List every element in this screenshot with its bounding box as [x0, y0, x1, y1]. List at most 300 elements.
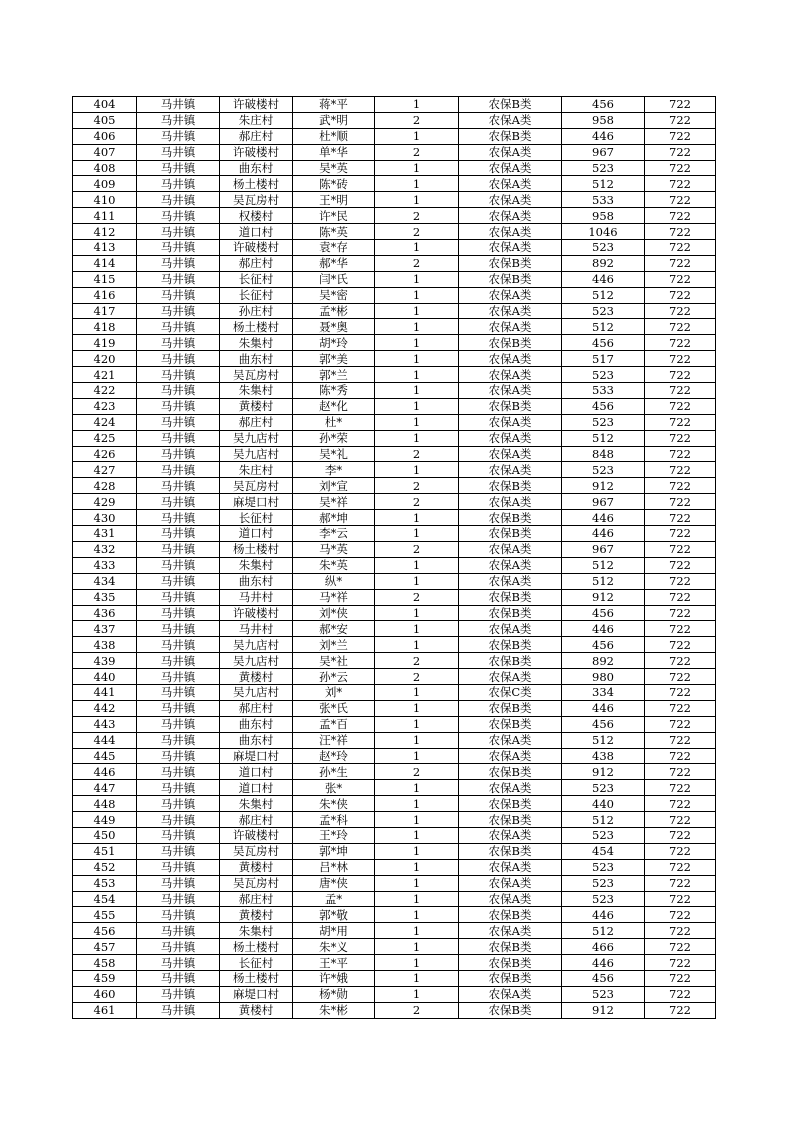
- cell-insurance-category: 农保A类: [459, 875, 562, 891]
- cell-standard-value: 722: [645, 414, 716, 430]
- cell-amount: 512: [562, 430, 645, 446]
- table-row: [73, 557, 716, 573]
- table-row: [73, 462, 716, 478]
- table-row: [73, 160, 716, 176]
- cell-household-count: 2: [375, 144, 459, 160]
- cell-village: 吴九店村: [220, 684, 293, 700]
- cell-row-number: 461: [73, 1002, 137, 1018]
- cell-insurance-category: 农保B类: [459, 478, 562, 494]
- cell-village: 黄楼村: [220, 859, 293, 875]
- cell-household-count: 1: [375, 526, 459, 542]
- table-row: [73, 112, 716, 128]
- cell-person-name: 刘*宣: [293, 478, 375, 494]
- cell-township: 马井镇: [137, 684, 220, 700]
- cell-township: 马井镇: [137, 160, 220, 176]
- cell-insurance-category: 农保B类: [459, 255, 562, 271]
- cell-amount: 466: [562, 939, 645, 955]
- cell-household-count: 2: [375, 1002, 459, 1018]
- cell-standard-value: 722: [645, 351, 716, 367]
- cell-row-number: 427: [73, 462, 137, 478]
- cell-household-count: 2: [375, 208, 459, 224]
- cell-household-count: 1: [375, 796, 459, 812]
- cell-insurance-category: 农保A类: [459, 351, 562, 367]
- cell-row-number: 454: [73, 891, 137, 907]
- cell-township: 马井镇: [137, 446, 220, 462]
- cell-standard-value: 722: [645, 144, 716, 160]
- cell-standard-value: 722: [645, 684, 716, 700]
- cell-person-name: 杜*: [293, 414, 375, 430]
- cell-township: 马井镇: [137, 462, 220, 478]
- cell-township: 马井镇: [137, 986, 220, 1002]
- table-row: [73, 144, 716, 160]
- cell-standard-value: 722: [645, 462, 716, 478]
- cell-township: 马井镇: [137, 939, 220, 955]
- cell-amount: 454: [562, 843, 645, 859]
- cell-township: 马井镇: [137, 351, 220, 367]
- cell-insurance-category: 农保A类: [459, 557, 562, 573]
- cell-amount: 456: [562, 97, 645, 113]
- cell-insurance-category: 农保A类: [459, 621, 562, 637]
- cell-insurance-category: 农保A类: [459, 176, 562, 192]
- cell-village: 黄楼村: [220, 1002, 293, 1018]
- table-row: [73, 224, 716, 240]
- cell-amount: 456: [562, 605, 645, 621]
- cell-standard-value: 722: [645, 716, 716, 732]
- table-row: [73, 446, 716, 462]
- cell-village: 杨土楼村: [220, 970, 293, 986]
- cell-township: 马井镇: [137, 271, 220, 287]
- cell-village: 孙庄村: [220, 303, 293, 319]
- cell-village: 许破楼村: [220, 605, 293, 621]
- cell-person-name: 刘*侠: [293, 605, 375, 621]
- cell-insurance-category: 农保A类: [459, 414, 562, 430]
- cell-row-number: 413: [73, 240, 137, 256]
- cell-household-count: 2: [375, 764, 459, 780]
- cell-township: 马井镇: [137, 478, 220, 494]
- cell-person-name: 胡*用: [293, 923, 375, 939]
- cell-insurance-category: 农保A类: [459, 494, 562, 510]
- cell-standard-value: 722: [645, 796, 716, 812]
- cell-insurance-category: 农保B类: [459, 1002, 562, 1018]
- cell-village: 朱集村: [220, 335, 293, 351]
- cell-household-count: 1: [375, 398, 459, 414]
- cell-person-name: 陈*砖: [293, 176, 375, 192]
- cell-village: 杨土楼村: [220, 176, 293, 192]
- cell-row-number: 447: [73, 780, 137, 796]
- cell-amount: 533: [562, 192, 645, 208]
- cell-person-name: 王*明: [293, 192, 375, 208]
- cell-insurance-category: 农保A类: [459, 669, 562, 685]
- cell-person-name: 李*: [293, 462, 375, 478]
- cell-person-name: 孟*彬: [293, 303, 375, 319]
- cell-standard-value: 722: [645, 271, 716, 287]
- cell-village: 黄楼村: [220, 907, 293, 923]
- cell-standard-value: 722: [645, 319, 716, 335]
- cell-person-name: 唐*侠: [293, 875, 375, 891]
- table-row: [73, 510, 716, 526]
- cell-standard-value: 722: [645, 669, 716, 685]
- cell-household-count: 1: [375, 160, 459, 176]
- cell-row-number: 420: [73, 351, 137, 367]
- cell-insurance-category: 农保A类: [459, 732, 562, 748]
- cell-insurance-category: 农保B类: [459, 97, 562, 113]
- cell-row-number: 405: [73, 112, 137, 128]
- cell-insurance-category: 农保A类: [459, 287, 562, 303]
- cell-insurance-category: 农保A类: [459, 923, 562, 939]
- cell-row-number: 460: [73, 986, 137, 1002]
- cell-person-name: 吴*英: [293, 160, 375, 176]
- cell-person-name: 赵*化: [293, 398, 375, 414]
- cell-row-number: 453: [73, 875, 137, 891]
- cell-village: 郝庄村: [220, 128, 293, 144]
- cell-standard-value: 722: [645, 160, 716, 176]
- cell-township: 马井镇: [137, 923, 220, 939]
- cell-standard-value: 722: [645, 875, 716, 891]
- cell-standard-value: 722: [645, 1002, 716, 1018]
- cell-household-count: 1: [375, 684, 459, 700]
- cell-township: 马井镇: [137, 541, 220, 557]
- cell-amount: 438: [562, 748, 645, 764]
- cell-household-count: 2: [375, 669, 459, 685]
- table-row: [73, 986, 716, 1002]
- cell-amount: 523: [562, 414, 645, 430]
- cell-amount: 912: [562, 478, 645, 494]
- cell-township: 马井镇: [137, 796, 220, 812]
- cell-standard-value: 722: [645, 653, 716, 669]
- cell-amount: 456: [562, 970, 645, 986]
- cell-amount: 523: [562, 875, 645, 891]
- cell-standard-value: 722: [645, 287, 716, 303]
- cell-person-name: 吴*密: [293, 287, 375, 303]
- cell-village: 许破楼村: [220, 240, 293, 256]
- cell-row-number: 412: [73, 224, 137, 240]
- cell-insurance-category: 农保A类: [459, 160, 562, 176]
- cell-standard-value: 722: [645, 986, 716, 1002]
- cell-village: 道口村: [220, 224, 293, 240]
- cell-person-name: 郝*安: [293, 621, 375, 637]
- cell-amount: 456: [562, 398, 645, 414]
- table-row: [73, 843, 716, 859]
- cell-village: 长征村: [220, 955, 293, 971]
- cell-row-number: 449: [73, 812, 137, 828]
- cell-row-number: 428: [73, 478, 137, 494]
- cell-person-name: 聂*奥: [293, 319, 375, 335]
- cell-household-count: 1: [375, 271, 459, 287]
- cell-person-name: 孟*百: [293, 716, 375, 732]
- cell-household-count: 1: [375, 510, 459, 526]
- cell-insurance-category: 农保B类: [459, 637, 562, 653]
- cell-household-count: 1: [375, 907, 459, 923]
- cell-insurance-category: 农保A类: [459, 462, 562, 478]
- cell-household-count: 1: [375, 176, 459, 192]
- cell-village: 麻堤口村: [220, 748, 293, 764]
- cell-insurance-category: 农保A类: [459, 208, 562, 224]
- cell-row-number: 416: [73, 287, 137, 303]
- cell-village: 麻堤口村: [220, 986, 293, 1002]
- cell-insurance-category: 农保A类: [459, 319, 562, 335]
- cell-township: 马井镇: [137, 192, 220, 208]
- cell-amount: 958: [562, 112, 645, 128]
- cell-row-number: 424: [73, 414, 137, 430]
- cell-person-name: 李*云: [293, 526, 375, 542]
- cell-household-count: 1: [375, 367, 459, 383]
- cell-amount: 446: [562, 271, 645, 287]
- cell-township: 马井镇: [137, 621, 220, 637]
- cell-township: 马井镇: [137, 303, 220, 319]
- cell-person-name: 杜*顺: [293, 128, 375, 144]
- cell-row-number: 430: [73, 510, 137, 526]
- cell-township: 马井镇: [137, 859, 220, 875]
- cell-village: 郝庄村: [220, 414, 293, 430]
- cell-row-number: 456: [73, 923, 137, 939]
- cell-person-name: 朱*英: [293, 557, 375, 573]
- cell-row-number: 457: [73, 939, 137, 955]
- cell-village: 道口村: [220, 764, 293, 780]
- cell-village: 吴瓦房村: [220, 875, 293, 891]
- cell-township: 马井镇: [137, 780, 220, 796]
- cell-household-count: 1: [375, 970, 459, 986]
- cell-household-count: 1: [375, 97, 459, 113]
- cell-amount: 523: [562, 780, 645, 796]
- cell-standard-value: 722: [645, 303, 716, 319]
- cell-insurance-category: 农保B类: [459, 128, 562, 144]
- table-row: [73, 383, 716, 399]
- cell-amount: 512: [562, 812, 645, 828]
- cell-household-count: 1: [375, 573, 459, 589]
- cell-village: 曲东村: [220, 716, 293, 732]
- cell-person-name: 吴*祥: [293, 494, 375, 510]
- cell-person-name: 陈*秀: [293, 383, 375, 399]
- table-row: [73, 939, 716, 955]
- table-row: [73, 97, 716, 113]
- cell-village: 吴瓦房村: [220, 478, 293, 494]
- cell-township: 马井镇: [137, 605, 220, 621]
- cell-household-count: 2: [375, 446, 459, 462]
- cell-person-name: 汪*祥: [293, 732, 375, 748]
- cell-standard-value: 722: [645, 764, 716, 780]
- cell-household-count: 1: [375, 875, 459, 891]
- cell-amount: 523: [562, 986, 645, 1002]
- cell-household-count: 2: [375, 541, 459, 557]
- cell-person-name: 蒋*平: [293, 97, 375, 113]
- cell-township: 马井镇: [137, 1002, 220, 1018]
- cell-amount: 967: [562, 541, 645, 557]
- cell-row-number: 435: [73, 589, 137, 605]
- cell-standard-value: 722: [645, 891, 716, 907]
- cell-row-number: 423: [73, 398, 137, 414]
- cell-village: 吴九店村: [220, 637, 293, 653]
- cell-row-number: 459: [73, 970, 137, 986]
- cell-household-count: 1: [375, 700, 459, 716]
- cell-person-name: 赵*玲: [293, 748, 375, 764]
- cell-village: 权楼村: [220, 208, 293, 224]
- cell-row-number: 441: [73, 684, 137, 700]
- cell-row-number: 409: [73, 176, 137, 192]
- cell-insurance-category: 农保B类: [459, 796, 562, 812]
- cell-standard-value: 722: [645, 939, 716, 955]
- cell-person-name: 郝*坤: [293, 510, 375, 526]
- cell-village: 道口村: [220, 526, 293, 542]
- cell-township: 马井镇: [137, 112, 220, 128]
- cell-standard-value: 722: [645, 446, 716, 462]
- cell-row-number: 432: [73, 541, 137, 557]
- cell-insurance-category: 农保B类: [459, 970, 562, 986]
- cell-standard-value: 722: [645, 605, 716, 621]
- cell-insurance-category: 农保B类: [459, 907, 562, 923]
- cell-person-name: 闫*氏: [293, 271, 375, 287]
- cell-household-count: 1: [375, 303, 459, 319]
- cell-household-count: 1: [375, 859, 459, 875]
- cell-amount: 980: [562, 669, 645, 685]
- cell-person-name: 杨*勋: [293, 986, 375, 1002]
- cell-village: 许破楼村: [220, 97, 293, 113]
- cell-person-name: 袁*存: [293, 240, 375, 256]
- cell-village: 郝庄村: [220, 700, 293, 716]
- cell-amount: 446: [562, 700, 645, 716]
- cell-standard-value: 722: [645, 335, 716, 351]
- cell-township: 马井镇: [137, 907, 220, 923]
- table-row: [73, 240, 716, 256]
- table-row: [73, 827, 716, 843]
- cell-township: 马井镇: [137, 97, 220, 113]
- table-row: [73, 208, 716, 224]
- cell-insurance-category: 农保A类: [459, 367, 562, 383]
- cell-village: 郝庄村: [220, 255, 293, 271]
- cell-row-number: 443: [73, 716, 137, 732]
- cell-amount: 523: [562, 859, 645, 875]
- cell-village: 黄楼村: [220, 669, 293, 685]
- cell-amount: 512: [562, 557, 645, 573]
- cell-township: 马井镇: [137, 669, 220, 685]
- table-row: [73, 859, 716, 875]
- cell-standard-value: 722: [645, 208, 716, 224]
- cell-village: 长征村: [220, 271, 293, 287]
- cell-household-count: 1: [375, 716, 459, 732]
- cell-amount: 446: [562, 907, 645, 923]
- table-row: [73, 621, 716, 637]
- table-row: [73, 748, 716, 764]
- cell-household-count: 1: [375, 287, 459, 303]
- cell-township: 马井镇: [137, 557, 220, 573]
- table-row: [73, 669, 716, 685]
- cell-township: 马井镇: [137, 510, 220, 526]
- cell-household-count: 1: [375, 939, 459, 955]
- cell-standard-value: 722: [645, 541, 716, 557]
- cell-amount: 517: [562, 351, 645, 367]
- cell-person-name: 孟*: [293, 891, 375, 907]
- cell-insurance-category: 农保B类: [459, 700, 562, 716]
- cell-insurance-category: 农保B类: [459, 589, 562, 605]
- cell-person-name: 武*明: [293, 112, 375, 128]
- cell-household-count: 1: [375, 557, 459, 573]
- cell-row-number: 450: [73, 827, 137, 843]
- cell-amount: 1046: [562, 224, 645, 240]
- cell-person-name: 郭*美: [293, 351, 375, 367]
- cell-household-count: 1: [375, 923, 459, 939]
- cell-township: 马井镇: [137, 430, 220, 446]
- cell-amount: 523: [562, 367, 645, 383]
- cell-township: 马井镇: [137, 144, 220, 160]
- cell-amount: 523: [562, 891, 645, 907]
- cell-amount: 523: [562, 303, 645, 319]
- cell-row-number: 458: [73, 955, 137, 971]
- cell-person-name: 朱*彬: [293, 1002, 375, 1018]
- table-row: [73, 430, 716, 446]
- cell-village: 曲东村: [220, 351, 293, 367]
- cell-row-number: 407: [73, 144, 137, 160]
- cell-township: 马井镇: [137, 748, 220, 764]
- cell-standard-value: 722: [645, 367, 716, 383]
- cell-household-count: 2: [375, 112, 459, 128]
- table-row: [73, 176, 716, 192]
- cell-row-number: 421: [73, 367, 137, 383]
- cell-standard-value: 722: [645, 97, 716, 113]
- cell-village: 吴九店村: [220, 653, 293, 669]
- cell-standard-value: 722: [645, 732, 716, 748]
- cell-person-name: 吴*社: [293, 653, 375, 669]
- cell-standard-value: 722: [645, 589, 716, 605]
- cell-insurance-category: 农保B类: [459, 843, 562, 859]
- cell-person-name: 许*民: [293, 208, 375, 224]
- cell-amount: 456: [562, 716, 645, 732]
- cell-township: 马井镇: [137, 573, 220, 589]
- cell-insurance-category: 农保A类: [459, 891, 562, 907]
- cell-amount: 523: [562, 160, 645, 176]
- cell-row-number: 444: [73, 732, 137, 748]
- cell-person-name: 刘*: [293, 684, 375, 700]
- cell-insurance-category: 农保A类: [459, 112, 562, 128]
- cell-insurance-category: 农保A类: [459, 780, 562, 796]
- cell-standard-value: 722: [645, 398, 716, 414]
- cell-village: 朱集村: [220, 923, 293, 939]
- cell-row-number: 422: [73, 383, 137, 399]
- cell-household-count: 1: [375, 605, 459, 621]
- cell-township: 马井镇: [137, 319, 220, 335]
- cell-insurance-category: 农保B类: [459, 510, 562, 526]
- cell-standard-value: 722: [645, 494, 716, 510]
- cell-village: 郝庄村: [220, 812, 293, 828]
- cell-insurance-category: 农保A类: [459, 573, 562, 589]
- cell-row-number: 408: [73, 160, 137, 176]
- table-row: [73, 684, 716, 700]
- cell-household-count: 1: [375, 128, 459, 144]
- cell-standard-value: 722: [645, 780, 716, 796]
- cell-household-count: 1: [375, 319, 459, 335]
- cell-township: 马井镇: [137, 398, 220, 414]
- table-row: [73, 907, 716, 923]
- cell-row-number: 431: [73, 526, 137, 542]
- cell-village: 许破楼村: [220, 827, 293, 843]
- cell-row-number: 445: [73, 748, 137, 764]
- table-row: [73, 335, 716, 351]
- cell-row-number: 419: [73, 335, 137, 351]
- cell-township: 马井镇: [137, 128, 220, 144]
- cell-standard-value: 722: [645, 128, 716, 144]
- cell-village: 朱庄村: [220, 462, 293, 478]
- cell-insurance-category: 农保B类: [459, 335, 562, 351]
- cell-village: 杨土楼村: [220, 541, 293, 557]
- cell-row-number: 434: [73, 573, 137, 589]
- cell-village: 许破楼村: [220, 144, 293, 160]
- table-row: [73, 255, 716, 271]
- table-row: [73, 1002, 716, 1018]
- cell-township: 马井镇: [137, 700, 220, 716]
- cell-village: 朱庄村: [220, 112, 293, 128]
- cell-household-count: 1: [375, 462, 459, 478]
- cell-standard-value: 722: [645, 224, 716, 240]
- cell-standard-value: 722: [645, 859, 716, 875]
- cell-village: 吴瓦房村: [220, 843, 293, 859]
